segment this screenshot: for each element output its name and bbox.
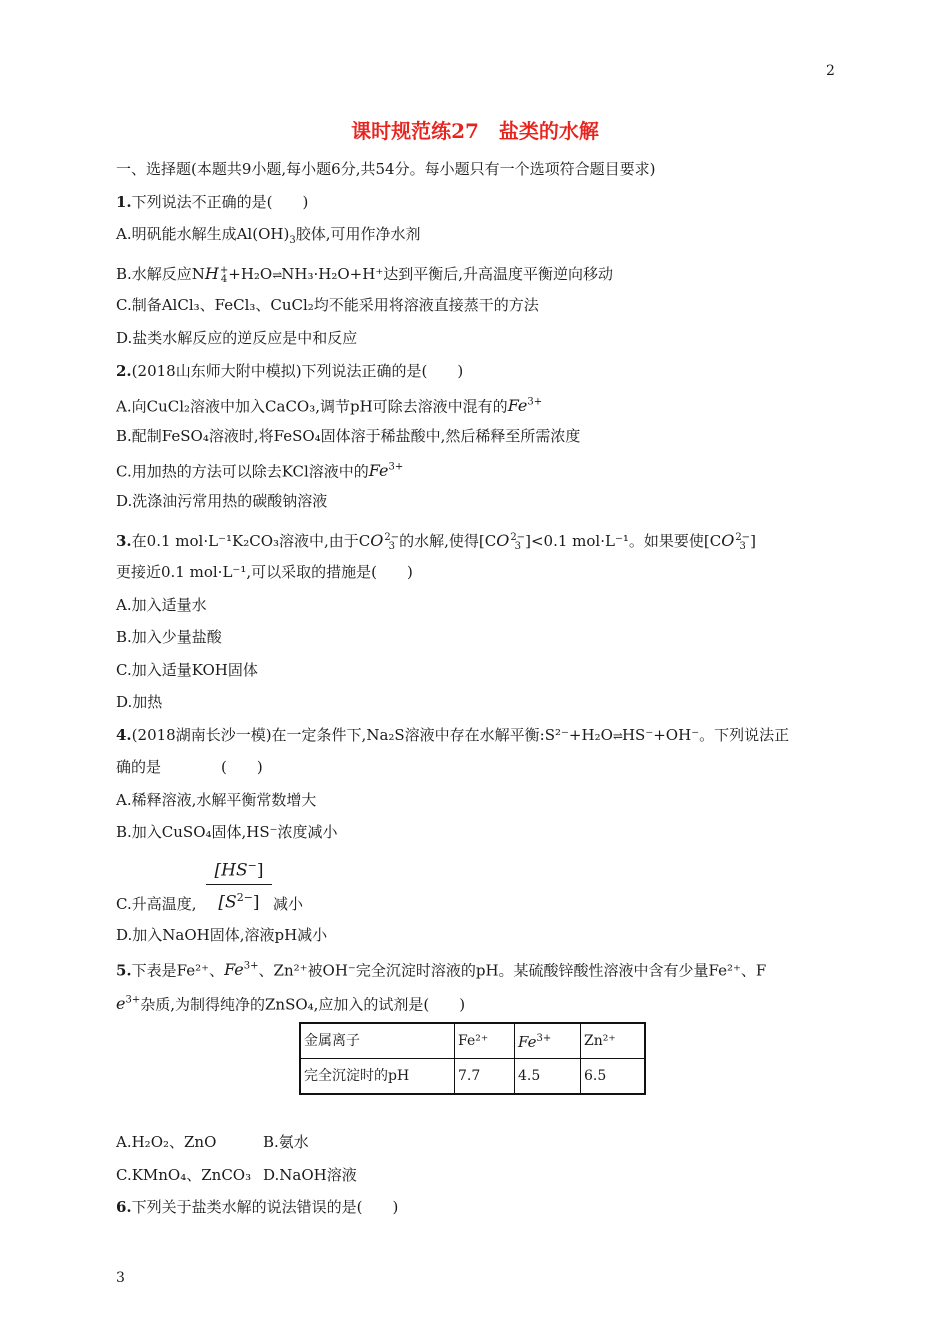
question-4-stem (116, 725, 789, 746)
question-text: (2018山东师大附中模拟)下列说法正确的是( ) (131, 362, 464, 380)
carbonate-ion (370, 531, 399, 550)
option-text: A.向CuCl₂溶液中加入CaCO₃,调节pH可除去溶液中混有的 (116, 397, 508, 416)
ion-formula (224, 960, 258, 979)
question-3-stem (116, 531, 756, 551)
question-1-option-b (116, 264, 613, 285)
ion-symbol: Fe (368, 461, 389, 481)
ion-formula (369, 461, 403, 480)
question-text: 下表是Fe²⁺、 (131, 961, 225, 980)
question-number: 1. (116, 193, 132, 211)
question-2-option-c (116, 458, 403, 481)
question-number: 2. (116, 362, 132, 380)
question-text: 、Zn²⁺被OH⁻完全沉淀时溶液的pH。某硫酸锌酸性溶液中含有少量Fe²⁺、F (258, 961, 767, 980)
concentration-ratio-fraction (206, 855, 272, 913)
question-2-option-a (116, 393, 542, 416)
table-header-cell: 金属离子 (300, 1023, 455, 1059)
numerator-text: [HS (214, 860, 248, 881)
page-number-bottom: 3 (116, 1270, 125, 1286)
question-3-option-a: A.加入适量水 (116, 596, 207, 614)
subscript: 3 (289, 235, 296, 246)
question-text: 杂质,为制得纯净的ZnSO₄,应加入的试剂是( ) (140, 995, 466, 1014)
denominator-text: [S (218, 892, 237, 913)
equilibrium-arrow-icon: ⇌ (612, 729, 622, 743)
question-number: 3. (116, 532, 132, 550)
ion-charge: 2− (236, 890, 253, 904)
question-3-option-d: D.加热 (116, 693, 163, 711)
ion-formula (205, 264, 228, 283)
ion-charge: + (219, 264, 229, 276)
table-row (300, 1023, 645, 1059)
question-5-option-c: C.KMnO₄、ZnCO₃ (116, 1166, 252, 1184)
table-row (300, 1059, 645, 1095)
question-text: ]<0.1 mol·L⁻¹。如果要使[C (525, 532, 722, 550)
option-text-tail: 胶体,可用作净水剂 (295, 225, 421, 243)
question-number: 5. (116, 961, 132, 980)
question-5-stem (116, 957, 766, 980)
question-4-option-c-label: C.升高温度, (116, 895, 197, 913)
ion-charge: 3+ (527, 397, 543, 408)
ion-subscript: 3 (514, 540, 521, 552)
question-4-option-c-tail: 减小 (273, 895, 304, 913)
ion-charge: 3+ (243, 961, 259, 972)
equation-part: +H₂O (228, 265, 273, 283)
ion-formula (116, 994, 140, 1013)
table-header-cell: Fe²⁺ (455, 1023, 515, 1059)
question-4-option-d: D.加入NaOH固体,溶液pH减小 (116, 926, 328, 944)
question-2-option-b: B.配制FeSO₄溶液时,将FeSO₄固体溶于稀盐酸中,然后稀释至所需浓度 (116, 427, 581, 445)
question-number: 6. (116, 1198, 132, 1216)
ion-charge: 3+ (125, 995, 141, 1006)
question-5-option-b: B.氨水 (263, 1133, 309, 1151)
question-6-stem (116, 1197, 398, 1217)
question-3-option-c: C.加入适量KOH固体 (116, 661, 258, 679)
table-cell: 4.5 (515, 1059, 581, 1095)
question-1-option-d: D.盐类水解反应的逆反应是中和反应 (116, 329, 358, 347)
page-title: 课时规范练27 盐类的水解 (351, 119, 599, 143)
ion-symbol: Fe (507, 396, 528, 416)
question-text: 的水解,使得[C (399, 532, 497, 550)
section-header: 一、选择题(本题共9小题,每小题6分,共54分。每小题只有一个选项符合题目要求) (116, 160, 656, 178)
question-2-stem (116, 361, 463, 381)
question-text: (2018湖南长沙一模)在一定条件下,Na₂S溶液中存在水解平衡:S²⁻+H₂O (131, 726, 613, 744)
option-text: C.用加热的方法可以除去KCl溶液中的 (116, 462, 369, 481)
question-text: 在0.1 mol·L⁻¹K₂CO₃溶液中,由于C (131, 532, 371, 550)
equilibrium-arrow-icon: ⇌ (272, 268, 282, 282)
question-4-option-a: A.稀释溶液,水解平衡常数增大 (116, 791, 317, 809)
question-text: 下列说法不正确的是( ) (131, 193, 309, 211)
carbonate-ion (496, 531, 525, 550)
table-cell: 6.5 (581, 1059, 646, 1095)
question-5-option-a: A.H₂O₂、ZnO (116, 1133, 217, 1151)
ion-subscript: 3 (739, 540, 746, 552)
question-3-stem-line2: 更接近0.1 mol·L⁻¹,可以采取的措施是( ) (116, 563, 413, 581)
ion-symbol: O (721, 531, 735, 550)
ion-charge: 2− (384, 531, 400, 543)
question-2-option-d: D.洗涤油污常用热的碳酸钠溶液 (116, 492, 328, 510)
question-4-stem-line2: 确的是 ( ) (116, 758, 263, 776)
ion-symbol: O (370, 531, 384, 550)
option-text-tail: NH₃·H₂O+H⁺达到平衡后,升高温度平衡逆向移动 (281, 265, 614, 283)
ion-subscript: 4 (220, 273, 228, 285)
question-3-option-b: B.加入少量盐酸 (116, 628, 222, 646)
question-text: HS⁻+OH⁻。下列说法正 (621, 726, 790, 744)
question-1-option-c: C.制备AlCl₃、FeCl₃、CuCl₂均不能采用将溶液直接蒸干的方法 (116, 296, 539, 314)
question-1-stem (116, 192, 308, 212)
ion-symbol: Fe (224, 960, 244, 980)
option-text: B.水解反应N (116, 265, 205, 283)
ion-charge: 2− (735, 531, 751, 543)
question-5-stem-line2 (116, 991, 465, 1014)
fraction-numerator (206, 855, 272, 885)
table-cell: 7.7 (455, 1059, 515, 1095)
ion-formula (508, 396, 542, 415)
option-text: A.明矾能水解生成Al(OH) (116, 225, 290, 243)
ion-symbol: H (204, 264, 219, 283)
ion-symbol: e (116, 994, 126, 1014)
ion-charge: 3+ (536, 1033, 552, 1044)
ion-subscript: 3 (388, 540, 395, 552)
table-row-label: 完全沉淀时的pH (300, 1059, 455, 1095)
precipitation-ph-table (299, 1022, 646, 1095)
page-number-top: 2 (826, 63, 835, 79)
bracket: ] (252, 892, 260, 913)
ion-charge: 3+ (388, 462, 404, 473)
table-header-cell: Zn²⁺ (581, 1023, 646, 1059)
ion-charge: − (247, 859, 257, 872)
ion-symbol: O (496, 531, 510, 550)
question-text: ] (750, 532, 756, 550)
ion-charge: 2− (510, 531, 526, 543)
bracket: ] (256, 860, 264, 881)
question-number: 4. (116, 726, 132, 744)
question-5-option-d: D.NaOH溶液 (263, 1166, 357, 1184)
question-1-option-a (116, 224, 420, 251)
carbonate-ion (721, 531, 750, 550)
question-text: 下列关于盐类水解的说法错误的是( ) (131, 1198, 399, 1216)
question-4-option-b: B.加入CuSO₄固体,HS⁻浓度减小 (116, 823, 338, 841)
table-header-cell (515, 1023, 581, 1059)
ion-symbol: Fe (518, 1033, 537, 1051)
fraction-denominator (206, 885, 272, 914)
